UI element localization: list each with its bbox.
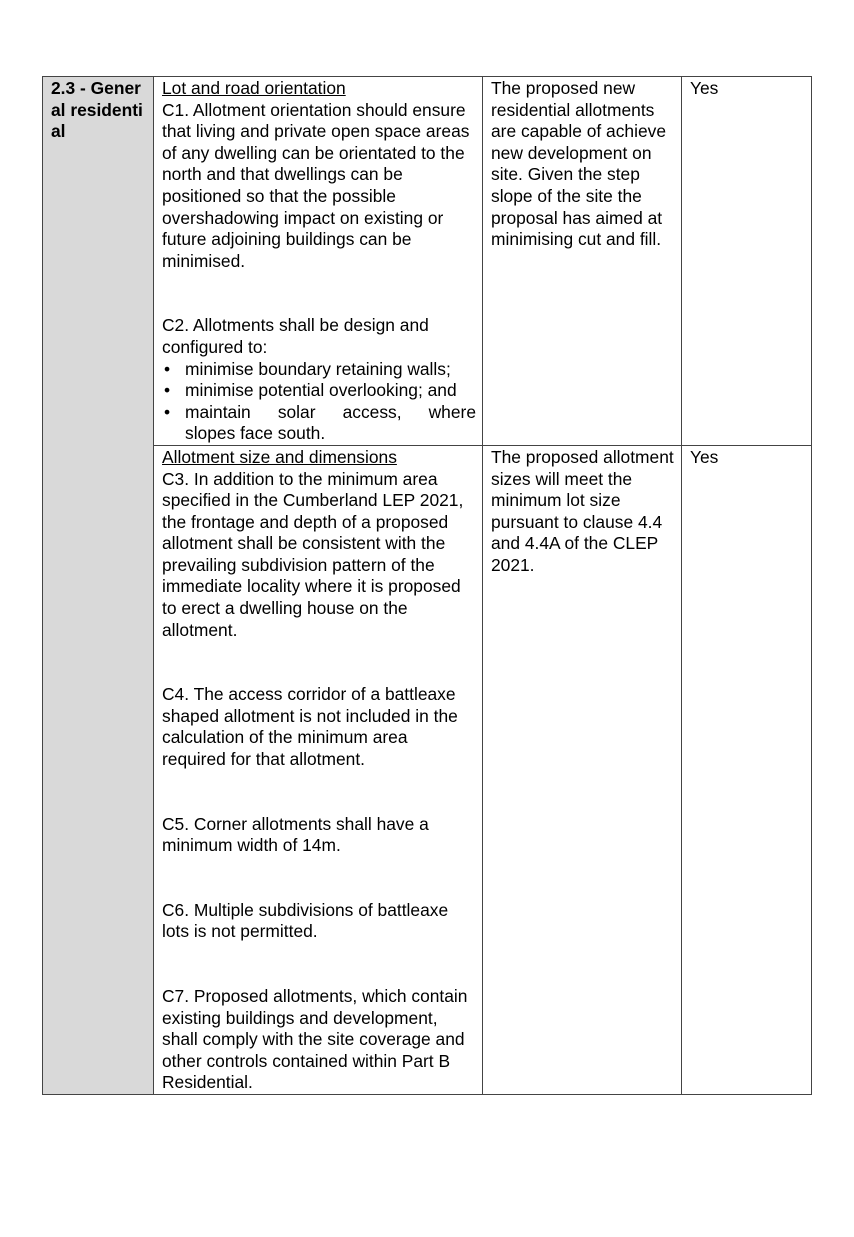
control-c7: C7. Proposed allotments, which contain existing buildings and development, shall comply with the site coverage and other controls contained within Part B Residential.	[162, 986, 468, 1093]
control-c4: C4. The access corridor of a battleaxe shaped allotment is not included in the calculation of the minimum area required for that allotment.	[162, 684, 458, 770]
control-c3: C3. In addition to the minimum area specified in the Cumberland LEP 2021, the frontage and depth of a proposed allotment shall be consistent with the prevailing subdivision pattern of the immediate locality where it is proposed to erect a dwelling house on the allotment.	[162, 468, 464, 640]
control-c6: C6. Multiple subdivisions of battleaxe lots is not permitted.	[162, 899, 449, 942]
controls-table	[42, 76, 812, 1095]
control-cell	[154, 445, 483, 1094]
compliance-cell	[682, 77, 812, 446]
control-heading: Lot and road orientation	[162, 78, 346, 98]
control-c2-list	[162, 359, 476, 445]
response-cell	[483, 77, 682, 446]
compliance-value: Yes	[690, 78, 719, 98]
control-c5: C5. Corner allotments shall have a minimum width of 14m.	[162, 813, 429, 856]
response-cell	[483, 445, 682, 1094]
table-row	[43, 77, 812, 446]
control-c2: C2. Allotments shall be design and configured to:	[162, 315, 429, 357]
section-label: 2.3 - General residential	[51, 78, 143, 142]
list-item: • minimise boundary retaining walls;	[162, 359, 476, 381]
response-text: The proposed allotment sizes will meet the minimum lot size pursuant to clause 4.4 and 4.4A of the CLEP 2021.	[491, 446, 674, 575]
section-cell	[43, 77, 154, 1095]
list-item-continued: slopes face south.	[185, 423, 326, 444]
list-item: • maintain solar access, where	[162, 402, 476, 424]
list-item: • minimise potential overlooking; and	[162, 380, 476, 402]
compliance-cell	[682, 445, 812, 1094]
compliance-value: Yes	[690, 446, 719, 467]
response-text: The proposed new residential allotments are capable of achieve new development on site. Given the step slope of the site the proposal has aimed at minimising cut and fill.	[491, 78, 666, 250]
table-row	[43, 445, 812, 1094]
control-c1: C1. Allotment orientation should ensure that living and private open space areas of any dwelling can be orientated to the north and that dwellings can be positioned so that the possible overshadowing impact on existing or future adjoining buildings can be minimised.	[162, 99, 470, 271]
control-cell	[154, 77, 483, 446]
control-heading: Allotment size and dimensions	[162, 446, 397, 467]
